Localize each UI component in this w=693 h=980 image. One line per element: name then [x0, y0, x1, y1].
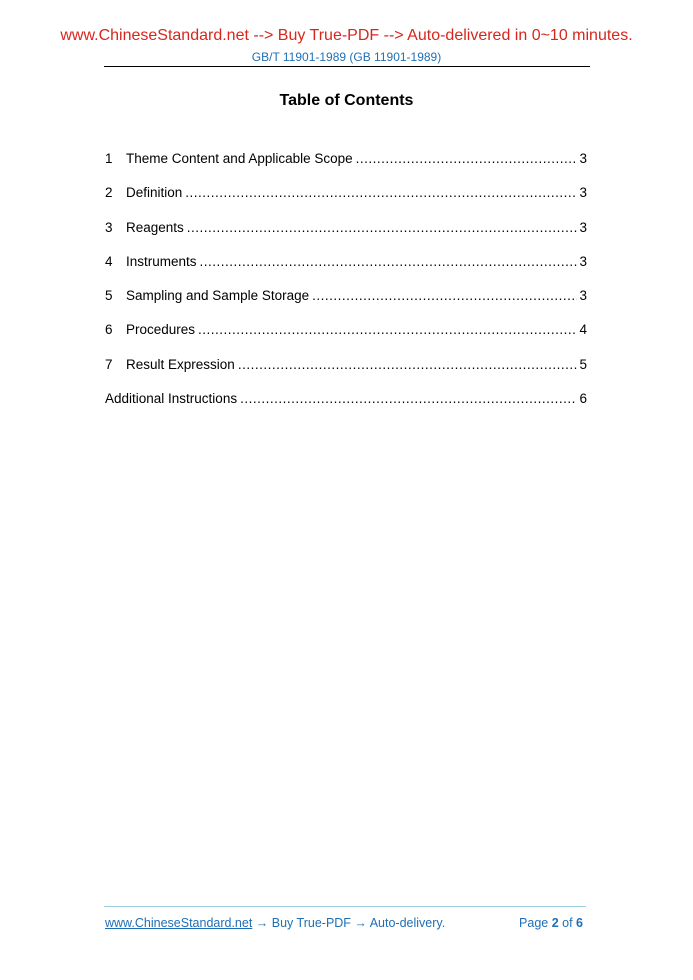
- toc-entry-label: Result Expression: [126, 356, 235, 372]
- website-link[interactable]: www.ChineseStandard.net: [105, 916, 253, 930]
- document-id: GB/T 11901-1989 (GB 11901-1989): [251, 50, 442, 64]
- page-footer: [105, 916, 583, 930]
- toc-dot-leader: [356, 150, 578, 168]
- toc-entry-label: Sampling and Sample Storage: [126, 288, 310, 304]
- toc-entry-instruments[interactable]: [105, 253, 587, 287]
- table-of-contents: [105, 150, 587, 424]
- page-total: 6: [576, 916, 583, 930]
- toc-entry-label: Instruments: [126, 253, 197, 269]
- toc-dot-leader: [187, 219, 578, 237]
- header-divider: [104, 66, 590, 67]
- toc-entry-number: 6: [105, 322, 113, 338]
- toc-entry-number: 5: [105, 288, 113, 304]
- toc-dot-leader: [240, 390, 577, 408]
- toc-entry-page: 3: [579, 185, 587, 201]
- toc-entry-label: Theme Content and Applicable Scope: [126, 151, 353, 166]
- toc-dot-leader: [185, 184, 577, 202]
- toc-entry-number: 4: [105, 253, 113, 269]
- footer-left: [105, 916, 445, 930]
- toc-entry-label: Additional Instructions: [105, 391, 238, 407]
- toc-entry-page: 6: [579, 391, 587, 407]
- header-banner: www.ChineseStandard.net --> Buy True-PDF --> Auto-delivered in 0~10 minutes.: [60, 27, 633, 44]
- toc-entry-page: 4: [579, 322, 587, 338]
- toc-entry-procedures[interactable]: [105, 321, 587, 355]
- footer-tagline: → Buy True-PDF → Auto-delivery.: [252, 916, 446, 930]
- toc-entry-page: 3: [579, 219, 587, 235]
- toc-dot-leader: [312, 287, 577, 305]
- page-prefix: Page: [519, 916, 552, 930]
- toc-entry-number: 2: [105, 185, 113, 201]
- toc-entry-additional-instructions[interactable]: [105, 390, 587, 424]
- toc-entry-page: 5: [579, 356, 587, 372]
- toc-entry-label: Definition: [126, 185, 183, 201]
- toc-entry-label: Reagents: [126, 219, 184, 235]
- footer-divider: [104, 906, 586, 907]
- toc-entry-number: 1: [105, 151, 113, 166]
- toc-entry-label: Procedures: [126, 322, 196, 338]
- toc-entry-number: 7: [105, 356, 113, 372]
- toc-entry-result-expression[interactable]: [105, 356, 587, 390]
- toc-entry-page: 3: [579, 288, 587, 304]
- toc-entry-reagents[interactable]: [105, 219, 587, 253]
- toc-entry-page: 3: [579, 253, 587, 269]
- toc-entry-number: 3: [105, 219, 113, 235]
- page-separator: of: [558, 916, 577, 930]
- toc-entry-sampling[interactable]: [105, 287, 587, 321]
- toc-entry-definition[interactable]: [105, 184, 587, 218]
- page-number: [519, 916, 583, 930]
- toc-entry-theme-content[interactable]: [105, 150, 587, 184]
- toc-dot-leader: [198, 321, 577, 339]
- page-current: 2: [551, 916, 559, 930]
- toc-dot-leader: [238, 356, 578, 374]
- toc-entry-page: 3: [579, 151, 587, 166]
- toc-dot-leader: [200, 253, 578, 271]
- toc-title: Table of Contents: [279, 92, 414, 109]
